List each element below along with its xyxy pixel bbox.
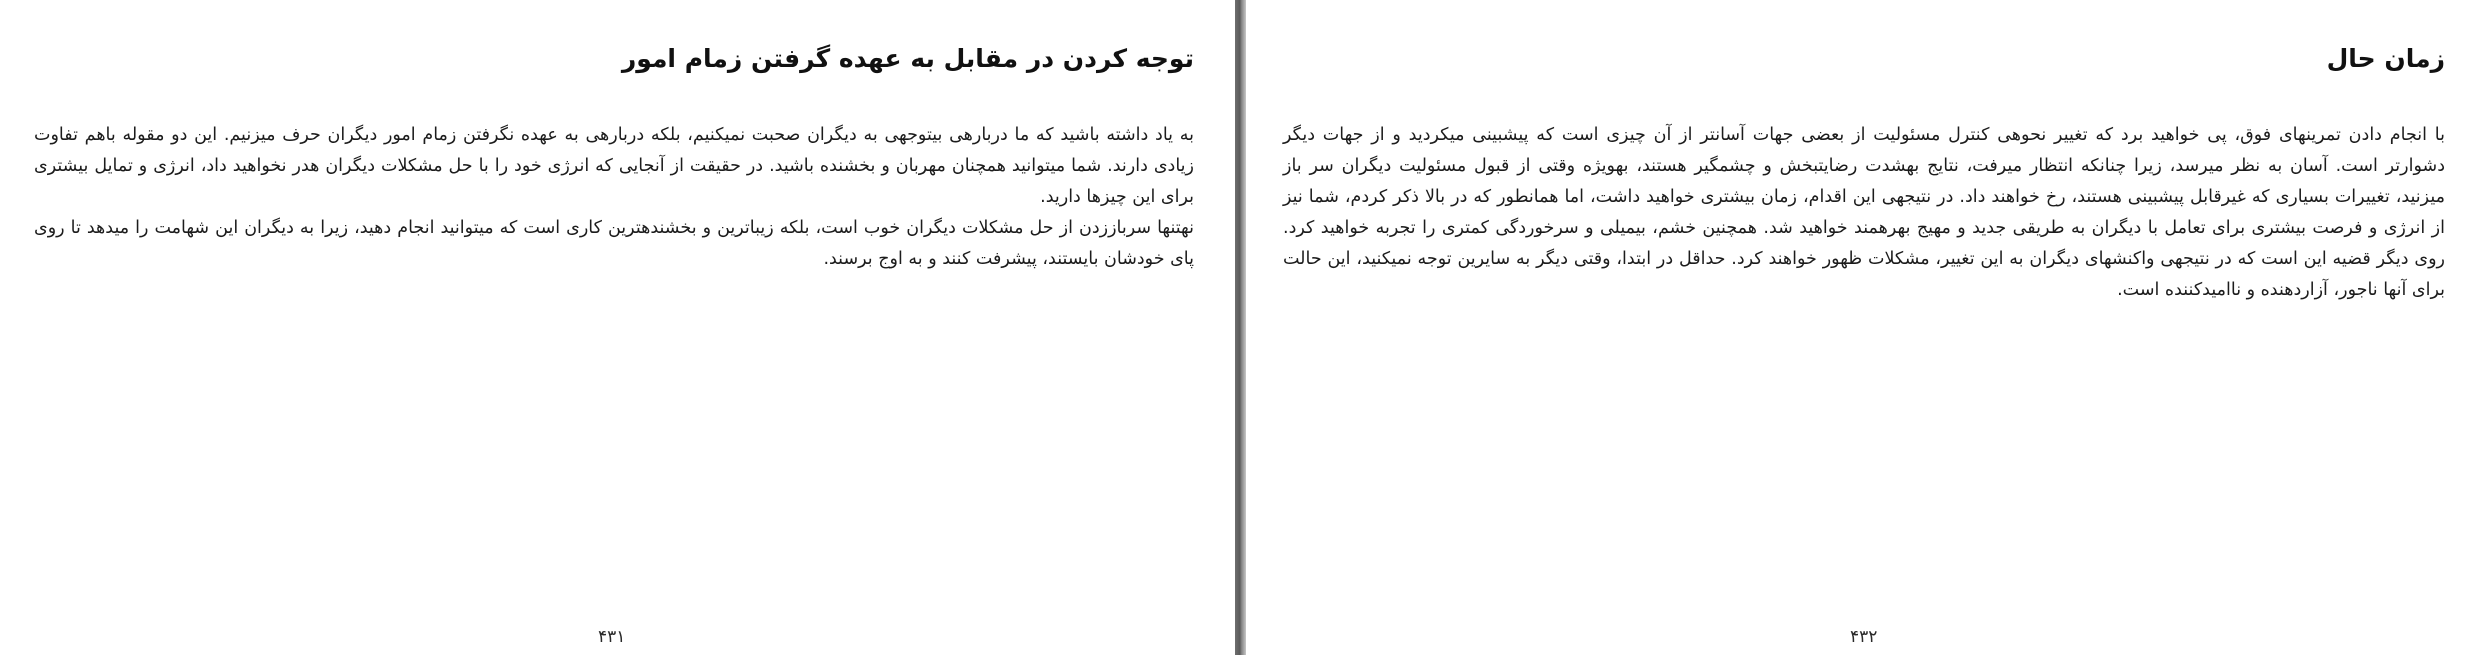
book-gutter-divider [1235, 0, 1246, 655]
left-page-heading: توجه کردن در مقابل به عهده گرفتن زمام امور [621, 44, 1194, 73]
left-page-paragraph-1: به یاد داشته باشید که ما دربارهی بیتوجهی به دیگران صحبت نمیکنیم، بلکه دربارهی به عهده نگرفتن زمام امور دیگران حرف میزنیم. این دو مقوله باهم تفاوت زیادی دارند. شما میتوانید همچنان مهربان و بخشنده باشید. در حقیقت از آنجایی که انرژی خود را با حل مشکلات دیگران هدر نخواهید داد، انرژی و تمایل بیشتری برای این چیزها دارید. [34, 125, 1194, 207]
right-page-number: ۴۳۲ [1850, 627, 1878, 647]
right-page-heading: زمان حال [2326, 44, 2445, 73]
left-page-paragraph-2: نهتنها سرباززدن از حل مشکلات دیگران خوب است، بلکه زیباترین و بخشندهترین کاری است که میتوانید انجام دهید، زیرا به دیگران این شهامت را میدهد تا روی پای خودشان بایستند، پیشرفت کنند و به اوج برسند. [34, 218, 1194, 269]
left-page [0, 0, 1235, 655]
right-page-body [1283, 120, 2445, 306]
left-page-body [34, 120, 1194, 275]
right-page-paragraph-1: با انجام دادن تمرینهای فوق، پی خواهید برد که تغییر نحوهی کنترل مسئولیت از بعضی جهات آسانتر از آن چیزی است که پیشبینی میکردید و از جهات دیگر دشوارتر است. آسان به نظر میرسد، زیرا چنانکه انتظار میرفت، نتایج بهشدت رضایتبخش و چشمگیر هستند، بهویژه وقتی از قبول مسئولیت دیگران سر باز میزنید، تغییرات بسیاری که غیرقابل پیشبینی هستند، رخ خواهند داد. در نتیجهی این اقدام، زمان بیشتری خواهید داشت، اما همانطور که در بالا ذکر کردم، شما نیز از انرژی و فرصت بیشتری برای تعامل با دیگران به طریقی جدید و مهیج بهرهمند خواهید شد. همچنین خشم، بیمیلی و سرخوردگی کمتری را تجربه خواهید کرد. روی دیگر قضیه این است که در نتیجهی واکنشهای دیگران به این تغییر، مشکلات ظهور خواهند کرد. حداقل در ابتدا، وقتی دیگر به سایرین توجه نمیکنید، این حالت برای آنها ناجور، آزاردهنده و ناامیدکننده است. [1283, 125, 2445, 300]
left-page-number: ۴۳۱ [598, 627, 626, 647]
right-page [1246, 0, 2479, 655]
